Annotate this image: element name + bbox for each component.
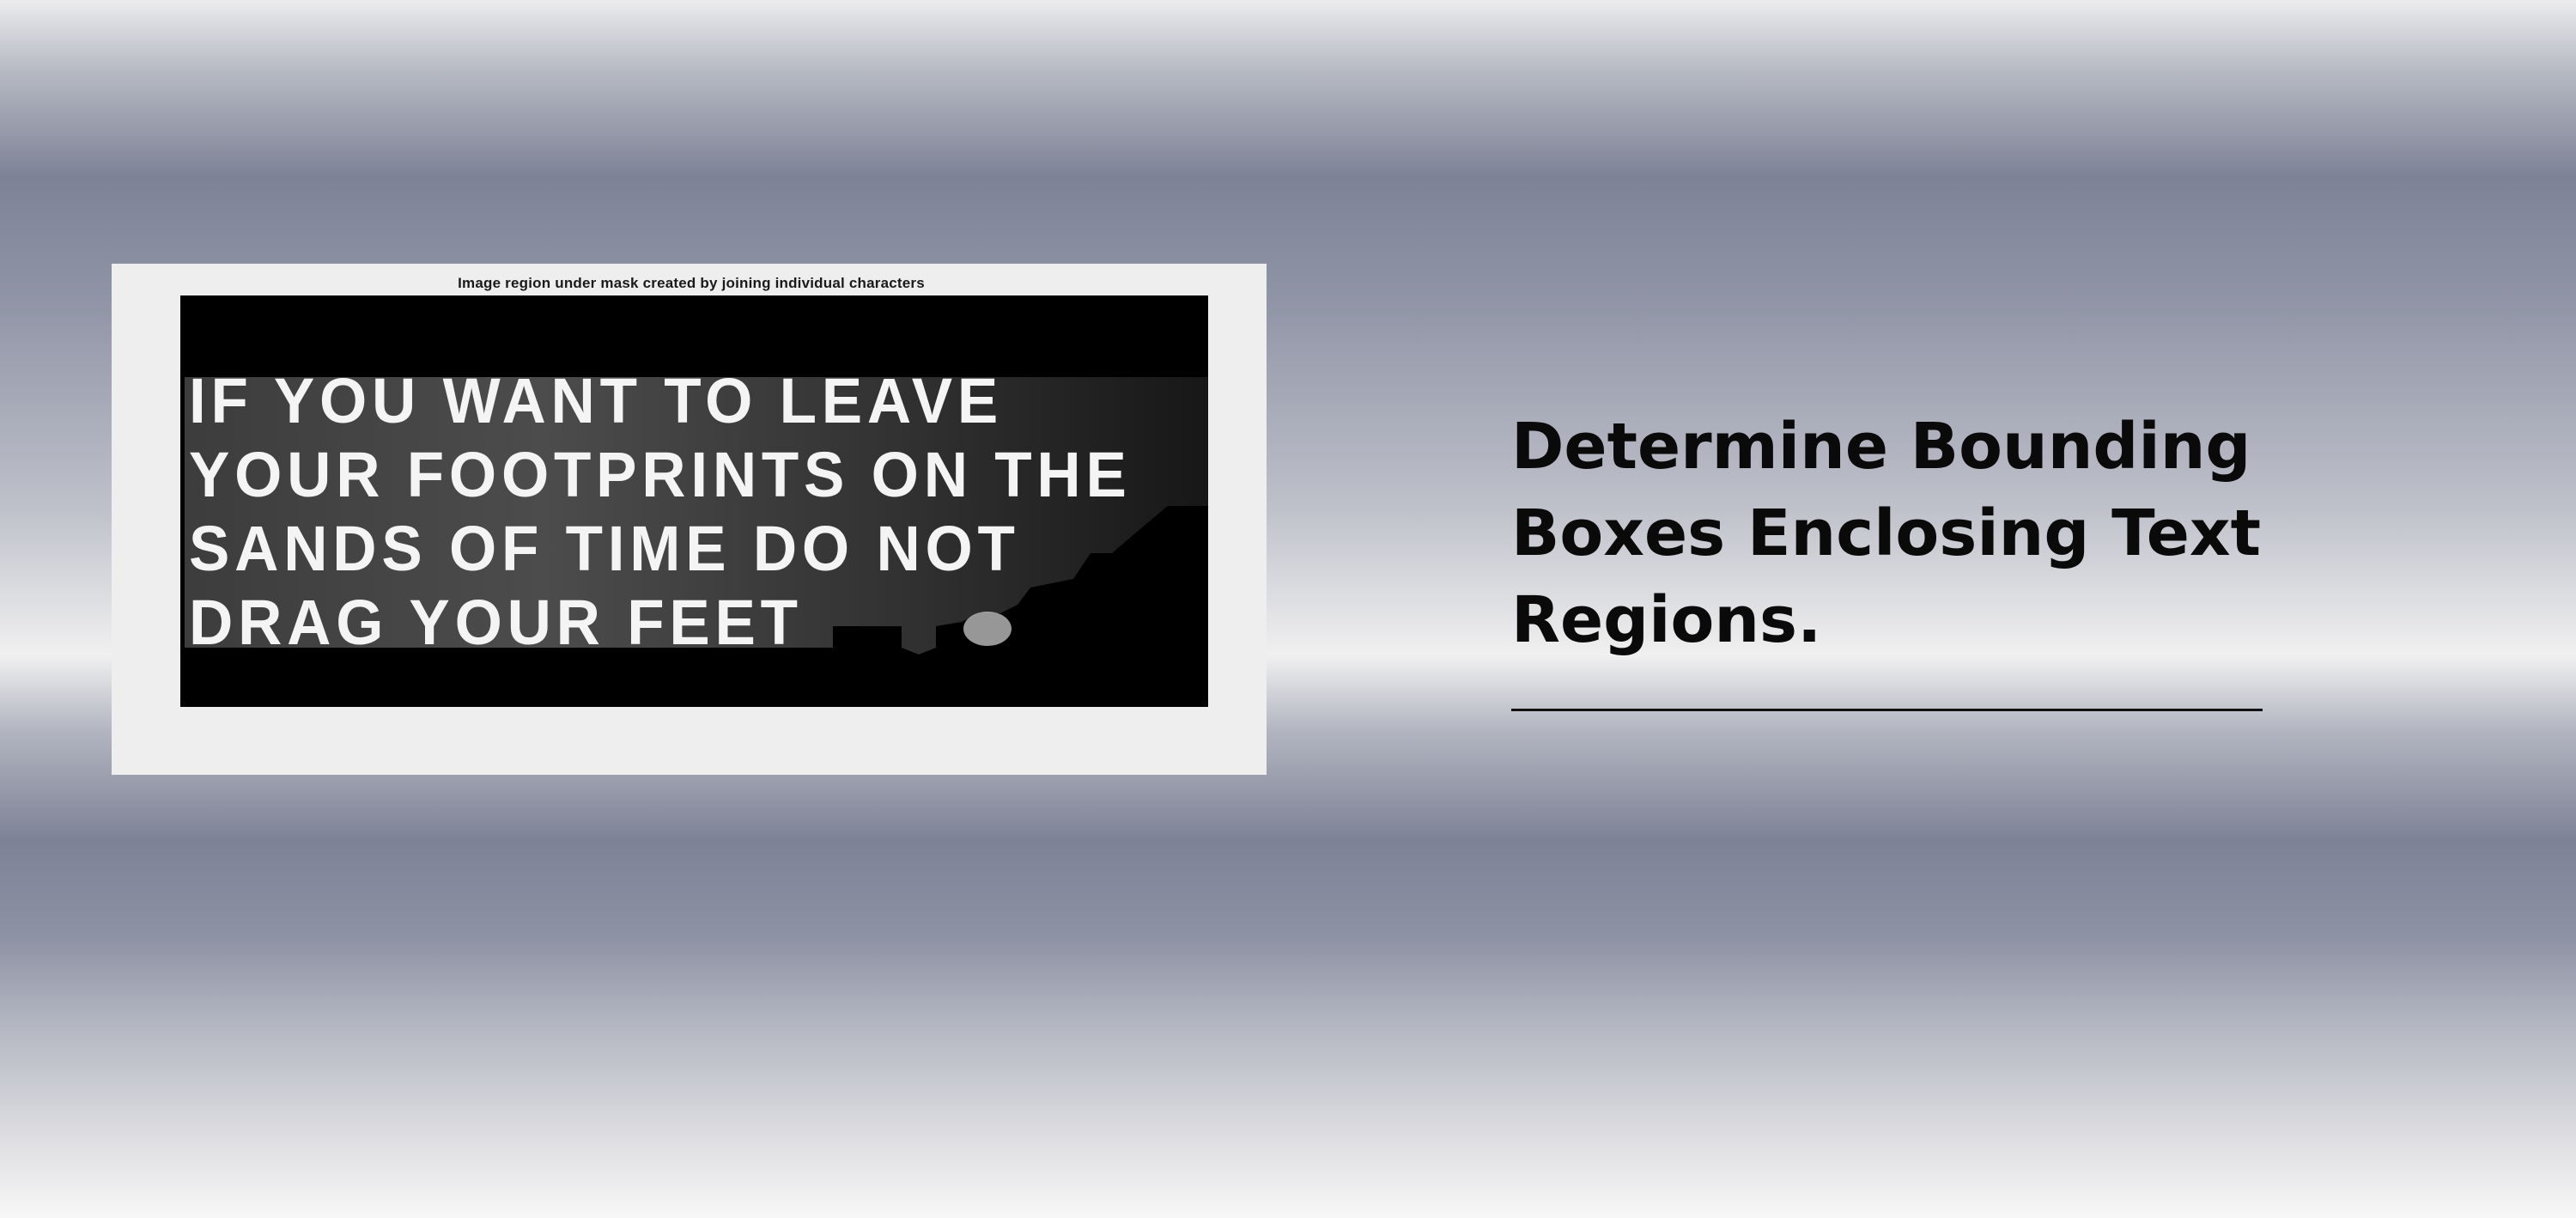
mask-text-line: IF YOU WANT TO LEAVE [189,365,1004,436]
mask-text-line: YOUR FOOTPRINTS ON THE [189,439,1132,510]
slide-caption: Determine Bounding Boxes Enclosing Text Regions. [1511,410,2262,657]
mask-text-block [189,364,1208,660]
masked-text-image [180,295,1208,707]
figure-panel [112,264,1267,775]
mask-text-line: DRAG YOUR FEET [189,587,803,658]
mask-text-line: SANDS OF TIME DO NOT [189,513,1020,584]
figure-title: Image region under mask created by joining individual characters [458,275,925,291]
caption-underline [1511,709,2263,711]
